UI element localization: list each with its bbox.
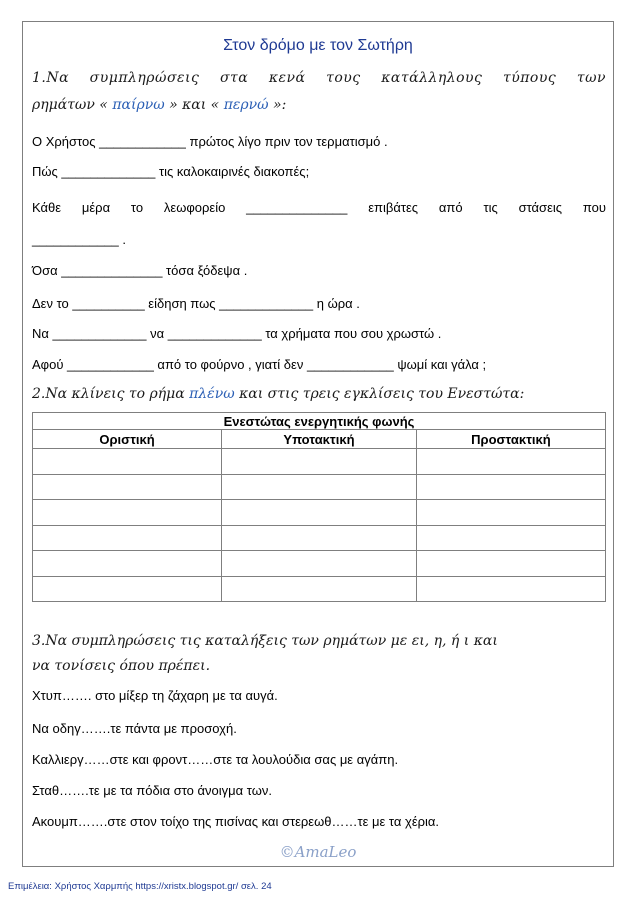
ex1-sentence-2: Πώς _____________ τις καλοκαιρινές διακοπές; (32, 164, 310, 179)
blank-cell[interactable] (222, 474, 417, 500)
ex1-text-c: »: (273, 97, 287, 113)
blank-cell[interactable] (222, 449, 417, 475)
blank-cell[interactable] (33, 551, 222, 577)
ex1-sentence-3: Κάθε μέρα το λεωφορείο ______________ επιβάτες από τις στάσεις που (32, 200, 606, 215)
page-footer: Επιμέλεια: Χρήστος Χαρμπής https://xristx.blogspot.gr/ σελ. 24 (8, 881, 272, 892)
ex3-sentence-4: Σταθ…….τε με τα πόδια στο άνοιγμα των. (32, 783, 272, 798)
ex3-sentence-1: Χτυπ……. στο μίξερ τη ζάχαρη με τα αυγά. (32, 688, 278, 703)
ex1-sentence-1: Ο Χρήστος ____________ πρώτος λίγο πριν τον τερματισμό . (32, 134, 388, 149)
ex3-sentence-2: Να οδηγ…….τε πάντα με προσοχή. (32, 721, 237, 736)
exercise-2-instruction (32, 386, 606, 402)
ex3-sentence-5: Ακουμπ…….στε στον τοίχο της πισίνας και στερεωθ……τε με τα χέρια. (32, 814, 440, 829)
blank-cell[interactable] (222, 576, 417, 602)
ex3-sentence-3: Καλλιεργ……στε και φροντ……στε τα λουλούδια σας με αγάπη. (32, 752, 399, 767)
blank-cell[interactable] (33, 525, 222, 551)
blank-cell[interactable] (416, 525, 605, 551)
table-caption: Ενεστώτας ενεργητικής φωνής (33, 413, 606, 430)
column-ypotaktiki: Υποτακτική (222, 430, 417, 449)
table-row (33, 525, 606, 551)
exercise-1-instruction-line1: 1.Να συμπληρώσεις στα κενά τους κατάλληλους τύπους των (32, 70, 606, 86)
blank-cell[interactable] (416, 576, 605, 602)
blank-cell[interactable] (33, 449, 222, 475)
exercise-3-instruction-line2: να τονίσεις όπου πρέπει. (32, 658, 211, 674)
blank-cell[interactable] (416, 500, 605, 526)
conjugation-table (32, 412, 606, 602)
blank-cell[interactable] (416, 551, 605, 577)
ex1-sentence-5: Δεν το __________ είδηση πως _____________ η ώρα . (32, 296, 360, 311)
ex1-text-a: ρημάτων « (32, 97, 108, 113)
ex1-sentence-4: Όσα ______________ τόσα ξόδεψα . (32, 263, 248, 278)
table-row (33, 576, 606, 602)
blank-cell[interactable] (33, 474, 222, 500)
blank-cell[interactable] (33, 576, 222, 602)
ex2-verb-pleno: πλένω (189, 386, 235, 402)
ex2-text-a: 2.Να κλίνεις το ρήμα (32, 386, 185, 402)
table-row (33, 449, 606, 475)
table-row (33, 551, 606, 577)
exercise-3-instruction-line1: 3.Να συμπληρώσεις τις καταλήξεις των ρημάτων με ει, η, ή ι και (32, 633, 498, 649)
column-prostaktiki: Προστακτική (416, 430, 605, 449)
blank-cell[interactable] (222, 551, 417, 577)
blank-cell[interactable] (222, 525, 417, 551)
blank-cell[interactable] (416, 474, 605, 500)
table-row (33, 474, 606, 500)
blank-cell[interactable] (416, 449, 605, 475)
ex2-text-b: και στις τρεις εγκλίσεις του Ενεστώτα: (239, 386, 525, 402)
ex1-sentence-3-cont: ____________ . (32, 232, 126, 247)
worksheet-title: Στον δρόμο με τον Σωτήρη (223, 37, 413, 54)
exercise-1-instruction-line2 (32, 97, 606, 113)
column-oristiki: Οριστική (33, 430, 222, 449)
amaleo-logo: ©AmaLeo (279, 843, 357, 861)
ex1-sentence-7: Αφού ____________ από το φούρνο , γιατί δεν ____________ ψωμί και γάλα ; (32, 357, 487, 372)
blank-cell[interactable] (222, 500, 417, 526)
ex1-verb-pairno: παίρνω (112, 97, 165, 113)
ex1-sentence-6: Να _____________ να _____________ τα χρήματα που σου χρωστώ . (32, 326, 442, 341)
blank-cell[interactable] (33, 500, 222, 526)
ex1-verb-perno: περνώ (223, 97, 269, 113)
table-row (33, 500, 606, 526)
ex1-text-b: » και « (169, 97, 220, 113)
